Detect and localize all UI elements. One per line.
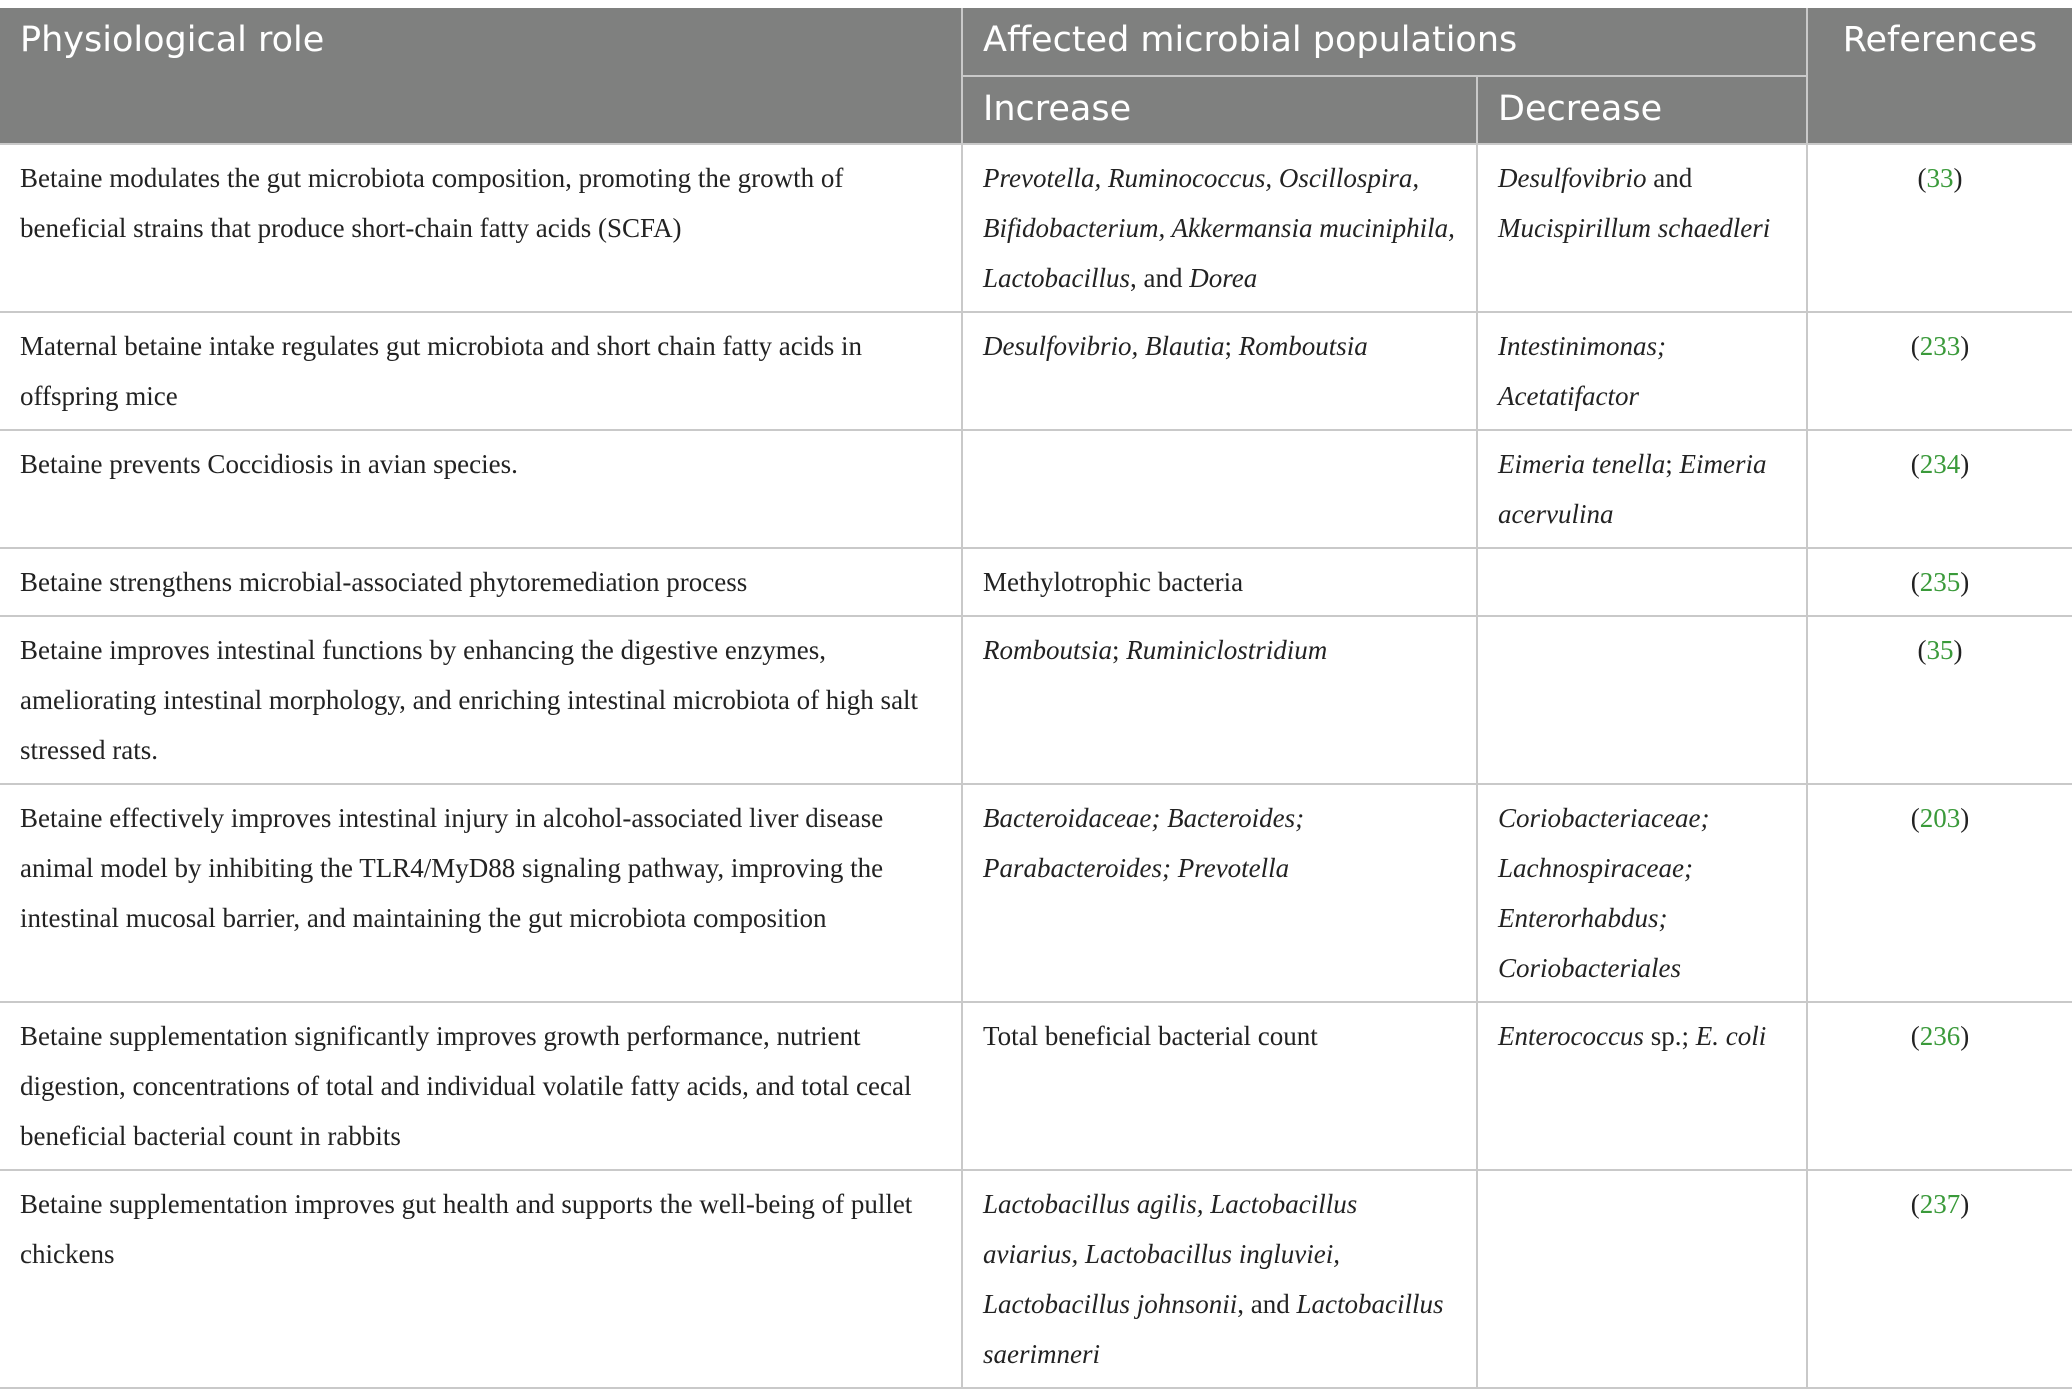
- decrease-cell: [1477, 1170, 1807, 1388]
- reference-cell: [1807, 312, 2072, 430]
- reference-cell: [1807, 1002, 2072, 1170]
- physiological-role-cell: Maternal betaine intake regulates gut microbiota and short chain fatty acids in offspring mice: [0, 312, 962, 430]
- physiological-role-cell: Betaine improves intestinal functions by enhancing the digestive enzymes, ameliorating intestinal morphology, and enriching intestinal microbiota of high salt stressed rats.: [0, 616, 962, 784]
- physiological-role-cell: Betaine effectively improves intestinal injury in alcohol-associated liver disease animal model by inhibiting the TLR4/MyD88 signaling pathway, improving the intestinal mucosal barrier, and maintaining the gut microbiota composition: [0, 784, 962, 1002]
- header-physiological-role: Physiological role: [0, 8, 962, 144]
- increase-taxon-text: Total beneficial bacterial count: [983, 1021, 1318, 1051]
- decrease-taxon-text: sp.;: [1643, 1021, 1696, 1051]
- reference-cell: [1807, 616, 2072, 784]
- decrease-taxon-text: Intestinimonas; Acetatifactor: [1498, 331, 1666, 411]
- reference-cell: [1807, 430, 2072, 548]
- paren-open: (: [1917, 163, 1927, 193]
- increase-taxon-text: Romboutsia: [983, 635, 1113, 665]
- decrease-taxon-text: Eimeria acervulina: [1498, 449, 1767, 529]
- paren-close: ): [1960, 1021, 1970, 1051]
- increase-taxon-text: Lactobacillus saerimneri: [983, 1289, 1444, 1369]
- decrease-taxon-text: ;: [1665, 449, 1680, 479]
- paren-close: ): [1953, 635, 1963, 665]
- decrease-taxon-text: Mucispirillum schaedleri: [1498, 213, 1771, 243]
- decrease-cell: [1477, 616, 1807, 784]
- reference-link[interactable]: 35: [1926, 635, 1954, 665]
- reference-link[interactable]: 235: [1919, 567, 1961, 597]
- decrease-taxon-text: Enterococcus: [1498, 1021, 1644, 1051]
- reference-cell: [1807, 144, 2072, 312]
- paren-close: ): [1960, 1189, 1970, 1219]
- increase-cell: [962, 1002, 1477, 1170]
- increase-cell: [962, 616, 1477, 784]
- increase-taxon-text: Bacteroidaceae; Bacteroides; Parabacteroides; Prevotella: [983, 803, 1305, 883]
- decrease-taxon-text: E. coli: [1695, 1021, 1767, 1051]
- decrease-taxon-text: Eimeria tenella: [1498, 449, 1666, 479]
- increase-taxon-text: ;: [1224, 331, 1239, 361]
- increase-taxon-text: Prevotella, Ruminococcus, Oscillospira, Bifidobacterium, Akkermansia muciniphila, Lactobacillus: [983, 163, 1455, 293]
- table-row: [0, 312, 2072, 430]
- increase-taxon-text: Lactobacillus agilis, Lactobacillus aviarius, Lactobacillus ingluviei, Lactobacillus johnsonii: [983, 1189, 1358, 1319]
- increase-cell: [962, 144, 1477, 312]
- reference-cell: [1807, 1170, 2072, 1388]
- table-row: [0, 430, 2072, 548]
- physiological-role-cell: Betaine supplementation significantly improves growth performance, nutrient digestion, concentrations of total and individual volatile fatty acids, and total cecal beneficial bacterial count in rabbits: [0, 1002, 962, 1170]
- decrease-cell: [1477, 144, 1807, 312]
- paren-close: ): [1960, 567, 1970, 597]
- reference-link[interactable]: 233: [1919, 331, 1961, 361]
- header-affected-populations: Affected microbial populations: [962, 8, 1807, 76]
- increase-cell: [962, 1170, 1477, 1388]
- increase-cell: [962, 312, 1477, 430]
- data-table-container: [0, 8, 2072, 1389]
- decrease-cell: [1477, 1002, 1807, 1170]
- decrease-taxon-text: Desulfovibrio: [1498, 163, 1647, 193]
- table-row: [0, 616, 2072, 784]
- decrease-taxon-text: Coriobacteriaceae; Lachnospiraceae; Enterorhabdus; Coriobacteriales: [1498, 803, 1710, 983]
- decrease-cell: [1477, 548, 1807, 616]
- reference-cell: [1807, 784, 2072, 1002]
- paren-close: ): [1960, 449, 1970, 479]
- table-row: [0, 548, 2072, 616]
- reference-link[interactable]: 236: [1919, 1021, 1961, 1051]
- increase-taxon-text: Dorea: [1189, 263, 1258, 293]
- table-header: [0, 8, 2072, 144]
- reference-link[interactable]: 33: [1926, 163, 1954, 193]
- physiological-role-cell: Betaine modulates the gut microbiota composition, promoting the growth of beneficial strains that produce short-chain fatty acids (SCFA): [0, 144, 962, 312]
- paren-open: (: [1910, 449, 1920, 479]
- decrease-cell: [1477, 312, 1807, 430]
- paren-open: (: [1910, 331, 1920, 361]
- table-row: [0, 1170, 2072, 1388]
- header-decrease: Decrease: [1477, 76, 1807, 144]
- table-body: [0, 144, 2072, 1388]
- decrease-cell: [1477, 430, 1807, 548]
- paren-open: (: [1917, 635, 1927, 665]
- header-increase: Increase: [962, 76, 1477, 144]
- decrease-cell: [1477, 784, 1807, 1002]
- table-row: [0, 1002, 2072, 1170]
- increase-cell: [962, 548, 1477, 616]
- paren-open: (: [1910, 1189, 1920, 1219]
- increase-taxon-text: ;: [1112, 635, 1127, 665]
- reference-cell: [1807, 548, 2072, 616]
- increase-taxon-text: Romboutsia: [1238, 331, 1368, 361]
- table-row: [0, 144, 2072, 312]
- reference-link[interactable]: 203: [1919, 803, 1961, 833]
- physiological-role-cell: Betaine strengthens microbial-associated phytoremediation process: [0, 548, 962, 616]
- microbiota-table: [0, 8, 2072, 1389]
- paren-open: (: [1910, 1021, 1920, 1051]
- increase-taxon-text: , and: [1237, 1289, 1297, 1319]
- paren-close: ): [1960, 803, 1970, 833]
- increase-taxon-text: Desulfovibrio, Blautia: [983, 331, 1225, 361]
- header-references: References: [1807, 8, 2072, 144]
- physiological-role-cell: Betaine prevents Coccidiosis in avian species.: [0, 430, 962, 548]
- reference-link[interactable]: 234: [1919, 449, 1961, 479]
- paren-close: ): [1960, 331, 1970, 361]
- increase-taxon-text: , and: [1130, 263, 1190, 293]
- increase-cell: [962, 430, 1477, 548]
- decrease-taxon-text: and: [1646, 163, 1693, 193]
- paren-close: ): [1953, 163, 1963, 193]
- increase-taxon-text: Ruminiclostridium: [1126, 635, 1328, 665]
- paren-open: (: [1910, 803, 1920, 833]
- physiological-role-cell: Betaine supplementation improves gut health and supports the well-being of pullet chickens: [0, 1170, 962, 1388]
- increase-cell: [962, 784, 1477, 1002]
- increase-taxon-text: Methylotrophic bacteria: [983, 567, 1244, 597]
- paren-open: (: [1910, 567, 1920, 597]
- reference-link[interactable]: 237: [1919, 1189, 1961, 1219]
- table-row: [0, 784, 2072, 1002]
